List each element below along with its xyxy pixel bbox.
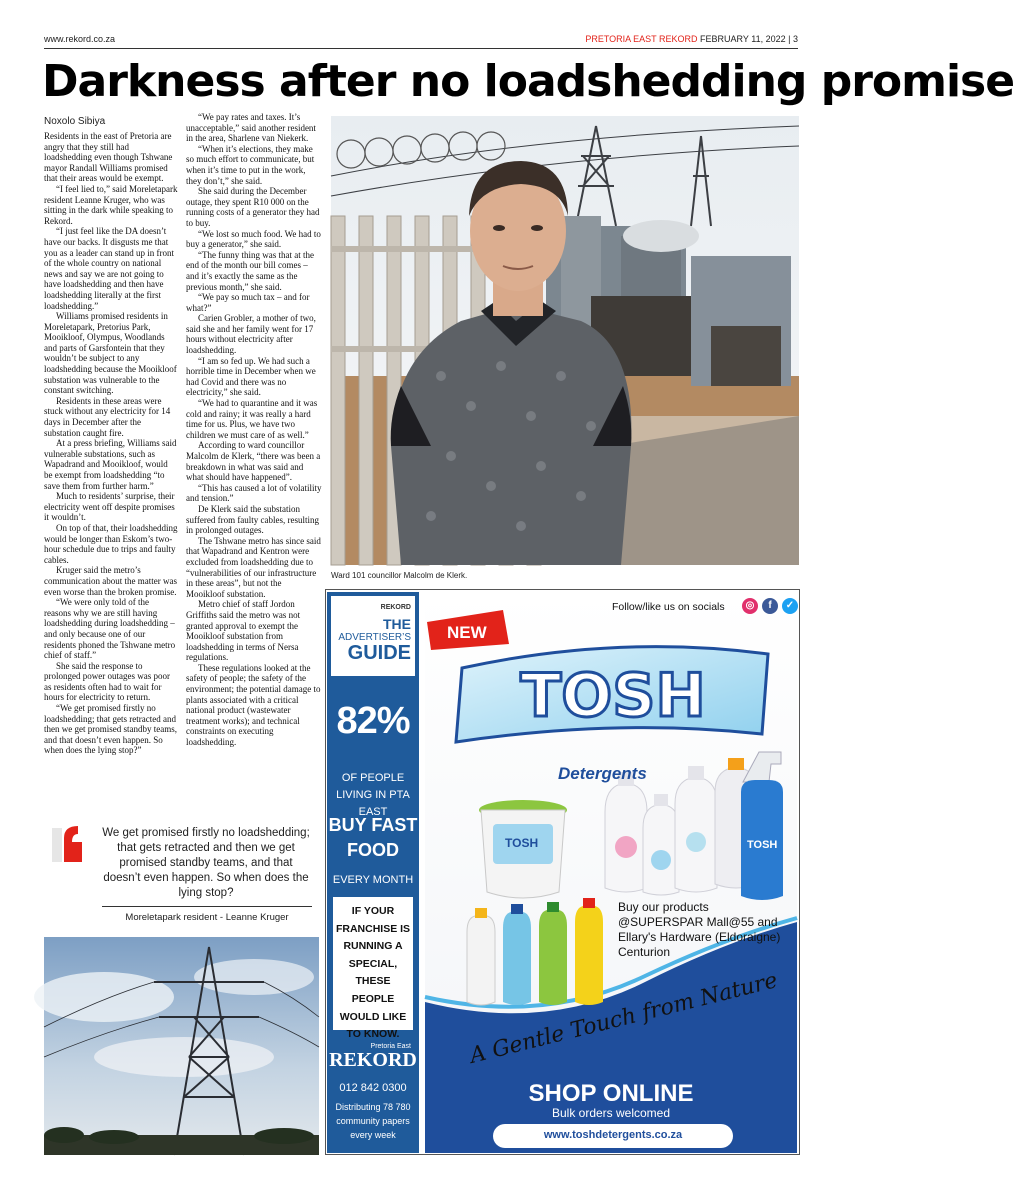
site-url: www.rekord.co.za	[44, 34, 116, 44]
photo-illustration	[331, 116, 799, 565]
paragraph: “We pay rates and taxes. It’s unacceptable,” said another resident in the area, Sharlene van Niekerk.	[186, 112, 316, 144]
paragraph: “When it’s elections, they make so much effort to communicate, but when it’s time to put in the work, they don’t,” she said.	[186, 143, 315, 186]
header-rule	[44, 48, 798, 49]
paragraph: “We pay so much tax – and for what?”	[186, 292, 310, 313]
header-separator: |	[788, 34, 791, 44]
paragraph: “I just feel like the DA doesn’t have our backs. It disgusts me that you as a leader can stand up in front of the whole country on national news and say we are not going to have loadshedding and then have loadshedding literally at the first loadshedding.”	[44, 226, 174, 311]
paragraph: Kruger said the metro’s communication about the matter was even worse than the broken promise.	[44, 565, 177, 597]
paragraph: “I feel lied to,” said Moreletapark resident Leanne Kruger, who was sitting in the dark while speaking to Rekord.	[44, 183, 178, 226]
pull-quote-rule	[102, 906, 312, 907]
paragraph: “We get promised firstly no loadshedding; that gets retracted and then we get promised standby teams, and that doesn’t even happen. So when does the lying stop?”	[44, 703, 177, 756]
article-headline: Darkness after no loadshedding promise	[42, 56, 1014, 107]
councillor-photo	[331, 116, 799, 565]
paragraph: “We were only told of the reasons why we are still having loadshedding during loadshedding – and only because one of our residents phoned the Tshwane metro chief of staff.”	[44, 597, 176, 661]
paragraph: According to ward councillor Malcolm de Klerk, “there was been a breakdown in what was said and what should have happened”.	[186, 440, 321, 483]
paragraph: These regulations looked at the safety of people; the safety of the environment; the potential damage to plants associated with a critical national product (wastewater treatment works); and technical constraints on executing loadshedding.	[186, 662, 321, 748]
article-column-1	[44, 131, 178, 756]
tub-label: TOSH	[505, 836, 539, 850]
new-label: NEW	[447, 623, 487, 642]
guide-brand-logo: REKORD	[329, 1049, 417, 1071]
tosh-buy-text: Buy our products @SUPERSPAR Mall@55 and Ellary's Hardware (Eldoraigne) Centurion	[618, 900, 781, 959]
tosh-slogan	[460, 968, 790, 1075]
guide-phone: 012 842 0300	[339, 1082, 407, 1094]
paragraph: The Tshwane metro has since said that Wapadrand and Kentron were excluded from loadshedding due to “vulnerabilities of our infrastructure in these areas”, but not the Mooikloof substation.	[186, 535, 321, 599]
paragraph: On top of that, their loadshedding would be longer than Eskom’s two-hour schedule due to trips and faulty cables.	[44, 522, 178, 565]
quote-mark-icon	[52, 820, 90, 872]
tosh-slogan-text: A Gentle Touch from Nature	[467, 968, 781, 1069]
paragraph: At a press briefing, Williams said vulnerable substations, such as Wapadrand and Mooikloof, would be exempt from loadshedding “to save them from further harm.”	[44, 438, 177, 491]
paragraph: Much to residents’ surprise, their electricity went off despite promises it wouldn’t.	[44, 491, 175, 523]
guide-title: GUIDE	[347, 642, 411, 664]
tosh-shop-online: SHOP ONLINE	[528, 1080, 694, 1107]
guide-fastfood-text: BUY FAST FOOD	[328, 815, 418, 860]
issue-date: FEBRUARY 11, 2022	[700, 34, 786, 44]
paragraph: Williams promised residents in Moreletapark, Pretorius Park, Mooikloof, Olympus, Woodlands and parts of Garsfontein that they wouldn’t be subject to any loadshedding because the Mooikloof substation was vulnerable to the constant switching.	[44, 311, 177, 396]
tosh-detergents: Detergents	[558, 764, 647, 783]
guide-distribution: Distributing 78 780 community papers every week	[335, 1102, 411, 1140]
pull-quote-attribution: Moreletapark resident - Leanne Kruger	[125, 912, 289, 923]
guide-the: THE	[383, 616, 411, 632]
page-number: 3	[792, 34, 798, 44]
paragraph: De Klerk said the substation suffered from faulty cables, resulting in prolonged outages.	[186, 503, 320, 536]
instagram-icon[interactable]: ◎	[742, 598, 758, 614]
guide-brand-small: Pretoria East	[370, 1043, 411, 1050]
tosh-follow-text: Follow/like us on socials	[612, 601, 725, 613]
pylon-photo	[44, 937, 319, 1155]
spray-bottle-label: TOSH	[747, 839, 778, 851]
guide-advertisers: ADVERTISER’S	[338, 632, 411, 643]
guide-living-text: OF PEOPLE LIVING IN PTA EAST	[336, 772, 410, 818]
paragraph: “I am so fed up. We had such a horrible time in December when we had Covid and there was no electricity,” she said.	[186, 355, 316, 398]
guide-month-text: EVERY MONTH	[332, 874, 414, 886]
article-column-2	[186, 112, 322, 748]
publication-name: PRETORIA EAST REKORD	[585, 34, 698, 44]
guide-percentage: 82%	[336, 700, 410, 742]
paragraph: Carien Grobler, a mother of two, said she and her family went for 17 hours without electricity after loadshedding.	[186, 313, 316, 356]
guide-rekord-label: REKORD	[380, 604, 411, 611]
tosh-logo-text: TOSH	[520, 661, 706, 731]
page-header-info	[585, 34, 798, 44]
tosh-logo	[448, 638, 778, 748]
pull-quote: We get promised firstly no loadshedding; that gets retracted and then we get promised standby teams, and that doesn’t even happen. So when does the lying stop?	[102, 827, 310, 899]
paragraph: Metro chief of staff Jordon Griffiths said the metro was not granted approval to exempt the Mooikloof substation from loadshedding in terms of Nersa regulations.	[186, 599, 301, 663]
photo-caption: Ward 101 councillor Malcolm de Klerk.	[331, 571, 468, 580]
guide-callout-text: IF YOUR FRANCHISE IS RUNNING A SPECIAL, THESE PEOPLE WOULD LIKE TO KNOW.	[335, 905, 411, 1041]
tosh-bulk-orders: Bulk orders welcomed	[551, 1106, 671, 1120]
paragraph: “The funny thing was that at the end of the month our bill comes – and it’s exactly the same as the previous month,” she said.	[186, 249, 314, 292]
paragraph: “This has caused a lot of volatility and tension.”	[186, 482, 322, 504]
twitter-icon[interactable]: ✓	[782, 598, 798, 614]
facebook-icon[interactable]: f	[762, 598, 778, 614]
paragraph: She said during the December outage, they spent R10 000 on the running costs of a generator they had to buy.	[186, 186, 320, 228]
paragraph: “We had to quarantine and it was cold and rainy; it was really a hard time for us. Plus, we have two children we must care of as well.”	[186, 398, 318, 440]
article-byline: Noxolo Sibiya	[44, 116, 106, 127]
paragraph: She said the response to prolonged power outages was poor as residents often had to wait for hours for electricity to return.	[44, 660, 170, 703]
paragraph: Residents in the east of Pretoria are angry that they still had loadshedding even though Tshwane mayor Randall Williams promised that their areas would be exempt.	[44, 131, 173, 184]
paragraph: Residents in these areas were stuck without any electricity for 14 days in December after the substation caught fire.	[44, 395, 171, 438]
paragraph: “We lost so much food. We had to buy a generator,” she said.	[186, 228, 321, 250]
tosh-url-link[interactable]: www.toshdetergents.co.za	[543, 1129, 683, 1141]
